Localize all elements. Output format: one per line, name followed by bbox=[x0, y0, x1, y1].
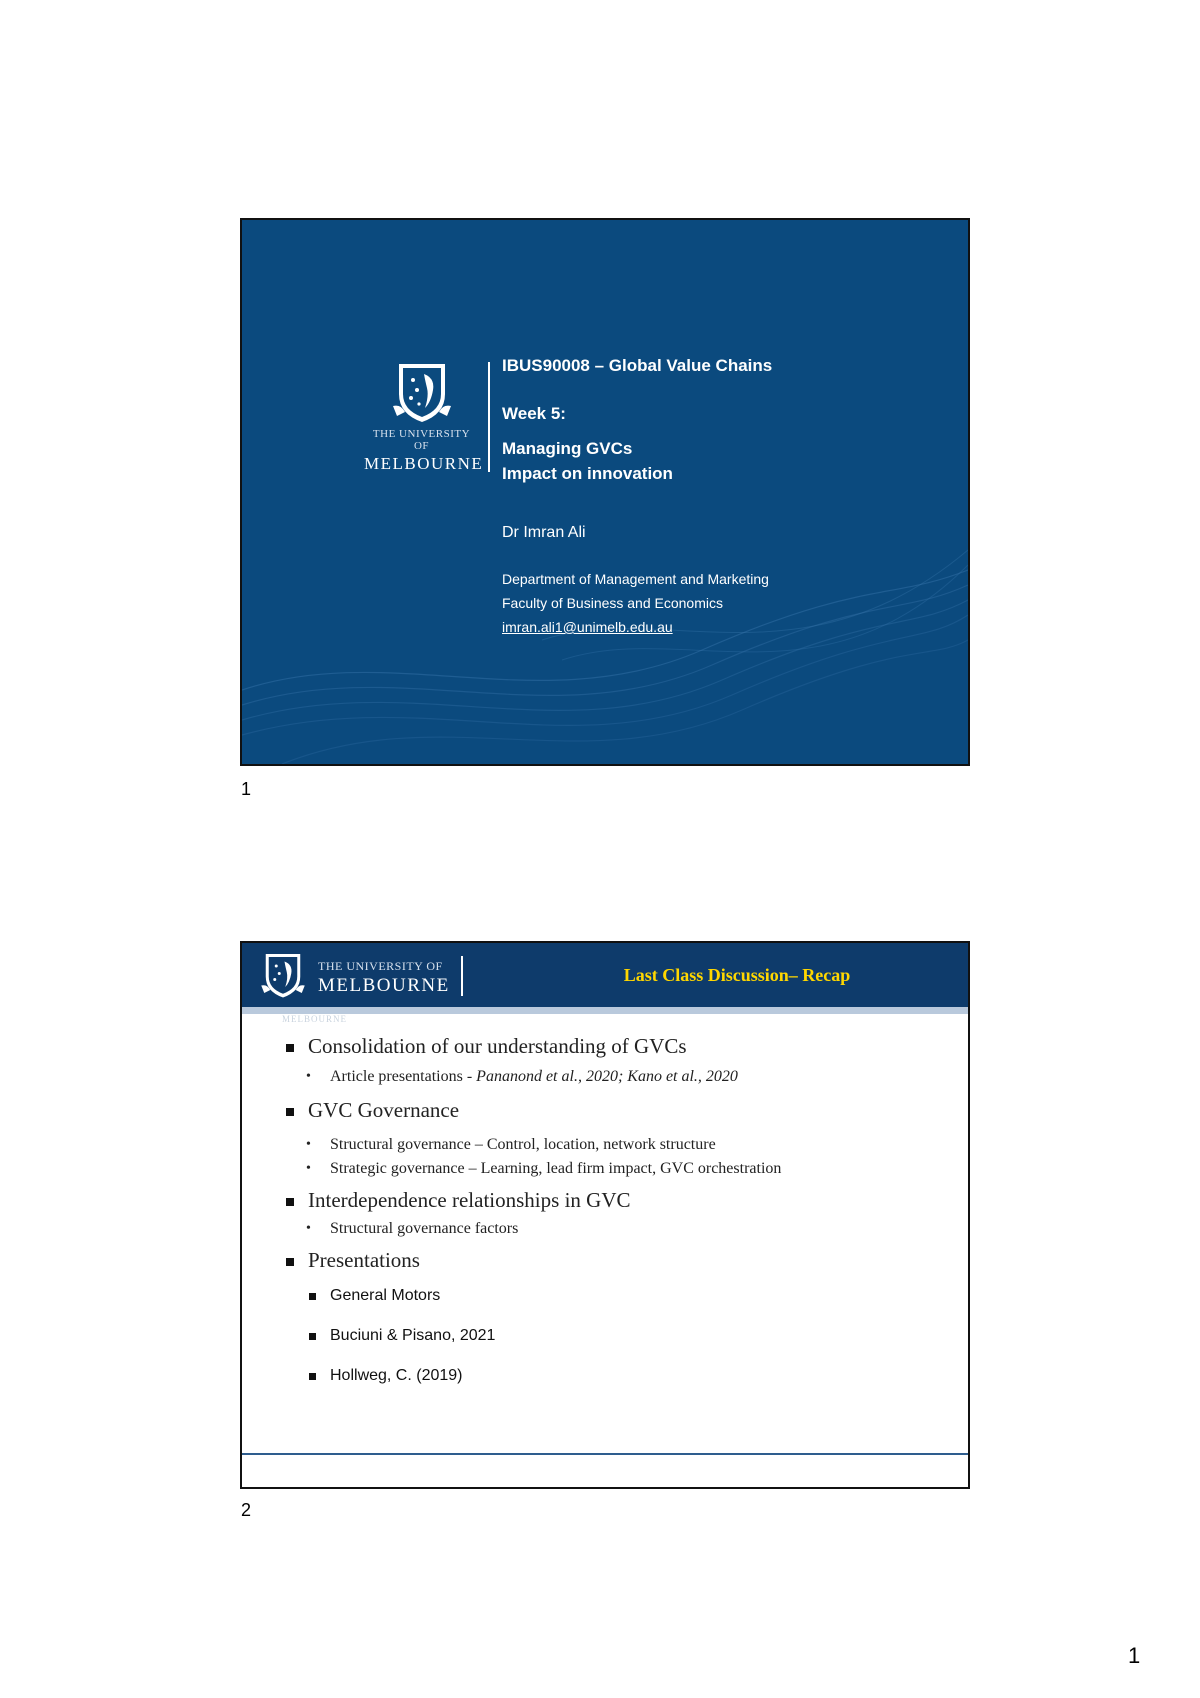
slide-1 bbox=[240, 218, 970, 766]
slide-2 bbox=[240, 941, 970, 1489]
ghost-logo-text: MELBOURNE bbox=[282, 1014, 347, 1024]
logo-line-1: THE UNIVERSITY OF bbox=[318, 959, 443, 973]
sub-bullet-article-presentations bbox=[284, 1065, 944, 1089]
bullet-gvc-governance: GVC Governance bbox=[284, 1095, 944, 1125]
sub-bullet-structural-governance: • Structural governance – Control, location, network structure bbox=[284, 1133, 944, 1157]
logo-divider bbox=[488, 362, 490, 472]
subtitle-line-1: Managing GVCs bbox=[502, 439, 633, 458]
sub-bullet-strategic-governance: • Strategic governance – Learning, lead firm impact, GVC orchestration bbox=[284, 1157, 944, 1181]
logo-divider bbox=[461, 956, 463, 996]
university-crest-icon bbox=[391, 360, 453, 424]
week-label: Week 5: bbox=[502, 404, 566, 423]
slide-number-2: 2 bbox=[241, 1500, 252, 1520]
page-number: 1 bbox=[1128, 1643, 1141, 1668]
bullet-interdependence: Interdependence relationships in GVC bbox=[284, 1185, 944, 1215]
university-logo bbox=[364, 360, 484, 474]
subtitle-line-2: Impact on innovation bbox=[502, 464, 673, 483]
sub-bullet-buciuni-pisano: Buciuni & Pisano, 2021 bbox=[284, 1325, 944, 1347]
lecturer-name: Dr Imran Ali bbox=[502, 524, 586, 541]
bullet-presentations: Presentations bbox=[284, 1245, 944, 1275]
logo-line-1: THE UNIVERSITY OF bbox=[372, 428, 471, 452]
sub-bullet-hollweg: Hollweg, C. (2019) bbox=[284, 1365, 944, 1387]
decorative-waves bbox=[242, 220, 968, 764]
department-name: Department of Management and Marketing bbox=[502, 571, 769, 587]
sub-bullet-structural-factors: • Structural governance factors bbox=[284, 1217, 944, 1241]
slide-header bbox=[242, 943, 968, 1007]
logo-line-2: MELBOURNE bbox=[318, 975, 450, 996]
lecture-subtitle bbox=[502, 436, 673, 486]
affiliation-block bbox=[502, 567, 769, 639]
bullet-consolidation: Consolidation of our understanding of GVCs bbox=[284, 1031, 944, 1061]
footer-rule bbox=[242, 1453, 968, 1455]
bullet-text: Article presentations - bbox=[330, 1068, 477, 1085]
course-title: IBUS90008 – Global Value Chains bbox=[502, 356, 773, 375]
bullet-citation: Pananond et al., 2020; Kano et al., 2020 bbox=[476, 1068, 738, 1085]
email-link[interactable]: imran.ali1@unimelb.edu.au bbox=[502, 619, 673, 635]
header-band bbox=[242, 1007, 968, 1014]
logo-line-2: MELBOURNE bbox=[364, 454, 484, 473]
slide-number-1: 1 bbox=[241, 779, 252, 799]
slide-title: Last Class Discussion– Recap bbox=[623, 965, 851, 985]
faculty-name: Faculty of Business and Economics bbox=[502, 595, 723, 611]
sub-bullet-general-motors: General Motors bbox=[284, 1285, 944, 1307]
university-crest-icon bbox=[258, 951, 308, 999]
slide-content bbox=[284, 1031, 944, 1387]
